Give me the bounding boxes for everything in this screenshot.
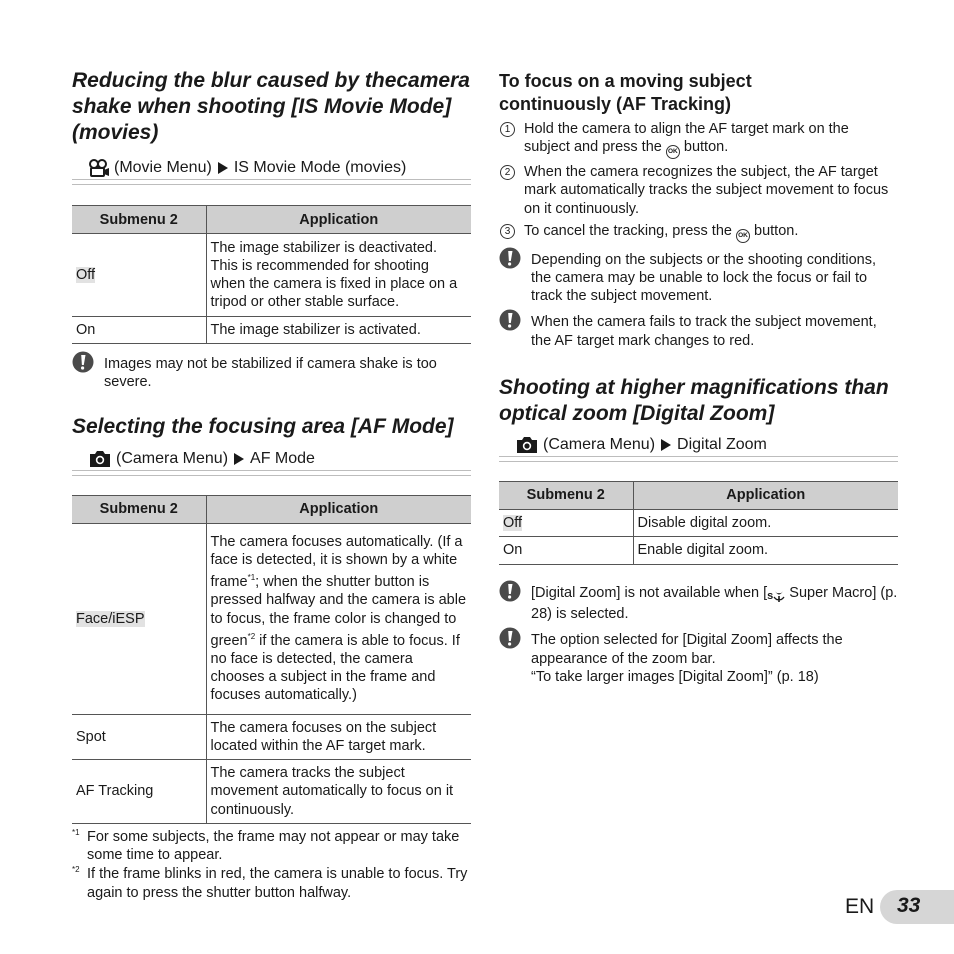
table-row <box>72 714 471 759</box>
af-tracking-section <box>499 70 898 350</box>
page-number: 33 <box>897 894 921 917</box>
step-item <box>499 222 898 243</box>
text-part: Super Macro] (p. 28) is selected. <box>531 585 898 623</box>
note-line: “To take larger images [Digital Zoom]” (p. 18) <box>531 668 819 685</box>
ok-button-icon: OK <box>736 229 750 243</box>
exclamation-icon <box>499 247 521 269</box>
step-item <box>499 120 898 159</box>
footnote <box>72 828 471 864</box>
left-column <box>72 68 471 902</box>
application-cell: The camera tracks the subject movement automatically to focus on it continuously. <box>206 760 471 824</box>
text-part: Hold the camera to align the AF target mark on the subject and press the <box>524 121 849 156</box>
submenu-cell <box>499 509 633 536</box>
title-line: (movies) <box>72 121 159 144</box>
caution-note <box>72 355 471 391</box>
text-part: button. <box>679 139 729 156</box>
is-movie-mode-section <box>72 68 471 392</box>
digital-zoom-section <box>499 375 898 686</box>
caution-note <box>499 251 898 306</box>
movie-camera-icon <box>88 158 110 178</box>
is-movie-table <box>72 205 471 344</box>
flower-icon <box>773 589 785 603</box>
menu-target: IS Movie Mode (movies) <box>233 159 407 176</box>
application-cell: Enable digital zoom. <box>633 537 898 565</box>
application-cell: Disable digital zoom. <box>633 509 898 536</box>
language-label: EN <box>845 895 875 918</box>
submenu-value: Off <box>503 514 523 531</box>
table-header <box>72 495 471 523</box>
submenu-value: Off <box>76 266 96 283</box>
header-application: Application <box>633 481 898 509</box>
arrow-right-icon <box>234 453 244 465</box>
section-title <box>72 68 471 146</box>
footnotes <box>72 828 471 902</box>
table-header <box>499 481 898 509</box>
menu-path <box>72 157 471 179</box>
table-row <box>72 760 471 824</box>
menu-path <box>72 448 471 470</box>
menu-path <box>499 434 898 456</box>
text-part: if the camera is able to focus. If no face is detected, the camera chooses a subject in the frame and focuses automatically.) <box>210 632 460 704</box>
application-cell: The camera focuses on the subject located within the AF target mark. <box>206 714 471 759</box>
title-line: To focus on a moving subject <box>499 71 752 91</box>
super-macro-letter: s <box>767 590 774 603</box>
note-text: Depending on the subjects or the shooting conditions, the camera may be unable to lock the focus or fail to track the subject movement. <box>531 251 877 305</box>
table-row <box>72 234 471 317</box>
text-part: ; when the shutter button is pressed halfway and the camera is able to focus, the frame color is changed to green <box>210 574 467 649</box>
camera-icon <box>88 449 112 468</box>
application-cell: The image stabilizer is deactivated. This is recommended for shooting when the camera is fixed in place on a tripod or other stable surface. <box>206 234 471 317</box>
section-title <box>499 375 898 427</box>
title-line: Reducing the blur caused by thecamera <box>72 69 470 92</box>
submenu-cell <box>72 523 206 714</box>
af-mode-table <box>72 495 471 824</box>
submenu-cell: On <box>499 537 633 565</box>
page-number-tab <box>880 890 954 924</box>
footnote <box>72 865 471 901</box>
exclamation-icon <box>72 351 94 373</box>
note-text <box>531 584 898 623</box>
text-part: [Digital Zoom] is not available when [ <box>531 585 768 602</box>
step-text <box>524 120 898 159</box>
text-part: button. <box>749 222 799 239</box>
submenu-cell: Spot <box>72 714 206 759</box>
super-macro-icon <box>767 587 785 605</box>
application-cell <box>206 523 471 714</box>
note-text <box>531 631 898 686</box>
note-line: Images may not be stabilized if camera shake is too <box>104 356 437 373</box>
caution-note <box>499 313 898 349</box>
header-application: Application <box>206 206 471 234</box>
submenu-cell: AF Tracking <box>72 760 206 824</box>
right-column <box>499 70 898 686</box>
note-text: When the camera fails to track the subject movement, the AF target mark changes to red. <box>531 314 877 349</box>
footnote-text: If the frame blinks in red, the camera is unable to focus. Try again to press the shutter button halfway. <box>87 866 468 901</box>
header-submenu: Submenu 2 <box>72 206 206 234</box>
footnote-ref: *1 <box>247 573 256 583</box>
menu-target: AF Mode <box>250 449 315 467</box>
caution-note <box>499 584 898 623</box>
digital-zoom-table <box>499 481 898 565</box>
table-row <box>72 523 471 714</box>
menu-name: (Camera Menu) <box>543 435 656 453</box>
table-header <box>72 206 471 234</box>
submenu-value: Face/iESP <box>76 610 145 627</box>
note-line: The option selected for [Digital Zoom] affects the appearance of the zoom bar. <box>531 632 843 667</box>
title-line: shake when shooting [IS Movie Mode] <box>72 95 452 118</box>
footnote-ref: *2 <box>247 631 256 641</box>
ok-button-icon: OK <box>666 145 680 159</box>
step-number: 1 <box>500 122 515 137</box>
header-submenu: Submenu 2 <box>499 481 633 509</box>
exclamation-icon <box>499 627 521 649</box>
exclamation-icon <box>499 309 521 331</box>
text-part: The camera focuses automatically. (If a face is detected, it is shown by a white frame <box>210 533 463 591</box>
submenu-cell <box>72 234 206 317</box>
step-number: 3 <box>500 224 515 239</box>
title-line: optical zoom [Digital Zoom] <box>499 401 775 425</box>
note-line: severe. <box>104 374 152 391</box>
title-line: continuously (AF Tracking) <box>499 94 732 114</box>
header-application: Application <box>206 495 471 523</box>
step-text <box>524 222 798 243</box>
arrow-right-icon <box>218 162 228 174</box>
note-text <box>104 355 437 391</box>
camera-icon <box>515 435 539 454</box>
table-row <box>499 509 898 536</box>
menu-target: Digital Zoom <box>677 435 767 453</box>
submenu-cell: On <box>72 317 206 344</box>
menu-name: (Camera Menu) <box>116 449 229 467</box>
table-row <box>499 537 898 565</box>
caution-note <box>499 631 898 686</box>
title-line: Shooting at higher magnifications than <box>499 375 889 399</box>
text-part: To cancel the tracking, press the <box>524 222 736 239</box>
arrow-right-icon <box>661 439 671 451</box>
table-row <box>72 317 471 344</box>
af-mode-section <box>72 414 471 902</box>
section-title <box>499 70 898 116</box>
section-title: Selecting the focusing area [AF Mode] <box>72 414 454 438</box>
step-item <box>499 163 898 218</box>
header-submenu: Submenu 2 <box>72 495 206 523</box>
footnote-mark: *2 <box>72 865 80 875</box>
application-cell: The image stabilizer is activated. <box>206 317 471 344</box>
menu-name: (Movie Menu) <box>114 159 212 176</box>
footnote-mark: *1 <box>72 828 80 838</box>
step-text: When the camera recognizes the subject, the AF target mark automatically tracks the subject movement to focus on it continuously. <box>524 164 889 217</box>
step-number: 2 <box>500 165 515 180</box>
exclamation-icon <box>499 580 521 602</box>
footnote-text: For some subjects, the frame may not appear or may take some time to appear. <box>87 829 460 864</box>
